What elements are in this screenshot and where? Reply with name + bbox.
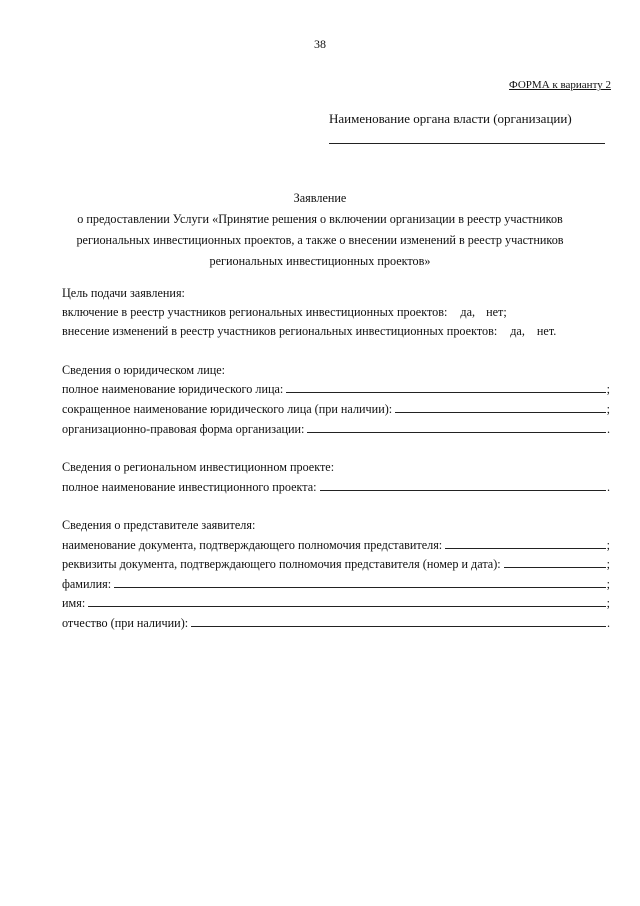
purpose-option-label: внесение изменений в реестр участников региональных инвестиционных проектов: [62,324,498,338]
patronymic-field: отчество (при наличии): . [62,616,610,630]
project-heading: Сведения о региональном инвестиционном проекте: [62,460,335,474]
field-label: имя: [62,596,86,610]
field-label: реквизиты документа, подтверждающего полномочия представителя (номер и дата): [62,557,501,571]
field-label: полное наименование юридического лица: [62,382,284,396]
field-label: наименование документа, подтверждающего полномочия представителя: [62,538,443,552]
field-label: полное наименование инвестиционного проекта: [62,480,317,494]
form-reference: ФОРМА к варианту 2 [509,79,611,91]
field-label: сокращенное наименование юридического лица (при наличии): [62,402,393,416]
title-line: о предоставлении Услуги «Принятие решения о включении организации в реестр участников [77,212,563,226]
project-name-input[interactable] [320,478,606,491]
surname-field: фамилия: ; [62,577,610,591]
purpose-heading: Цель подачи заявления: [62,286,185,300]
first-name-input[interactable] [88,594,605,607]
title-line: региональных инвестиционных проектов» [209,254,431,268]
field-label: фамилия: [62,577,112,591]
field-label: отчество (при наличии): [62,616,189,630]
purpose-option-label: включение в реестр участников региональных инвестиционных проектов: [62,305,448,319]
document-details-input[interactable] [504,555,606,568]
purpose-option-changes [62,322,610,340]
document-name-input[interactable] [445,536,605,549]
title-line: региональных инвестиционных проектов, а также о внесении изменений в реестр участников [76,233,564,247]
page-number: 38 [314,37,326,51]
short-name-input[interactable] [395,400,605,413]
legal-entity-short-name-field: сокращенное наименование юридического лица (при наличии): ; [62,402,610,416]
yes-option[interactable]: да, [460,305,476,319]
legal-form-field: организационно-правовая форма организации: . [62,422,610,436]
authority-input-line[interactable] [329,143,605,144]
authority-document-name-field: наименование документа, подтверждающего полномочия представителя: ; [62,538,610,552]
legal-entity-heading: Сведения о юридическом лице: [62,363,226,377]
full-name-input[interactable] [286,380,605,393]
yes-option[interactable]: да, [510,324,525,338]
project-name-field: полное наименование инвестиционного проекта: . [62,480,610,494]
no-option[interactable]: нет. [536,324,557,338]
application-title [30,188,610,272]
first-name-field: имя: ; [62,596,610,610]
title-heading: Заявление [293,191,347,205]
representative-heading: Сведения о представителе заявителя: [62,518,256,532]
legal-form-input[interactable] [307,420,606,433]
field-label: организационно-правовая форма организации: [62,422,305,436]
no-option[interactable]: нет; [486,305,507,319]
purpose-option-inclusion [62,303,610,321]
authority-label: Наименование органа власти (организации) [329,111,572,126]
surname-input[interactable] [114,575,605,588]
patronymic-input[interactable] [191,614,606,627]
authority-document-details-field: реквизиты документа, подтверждающего полномочия представителя (номер и дата): ; [62,557,610,571]
legal-entity-full-name-field: полное наименование юридического лица: ; [62,382,610,396]
